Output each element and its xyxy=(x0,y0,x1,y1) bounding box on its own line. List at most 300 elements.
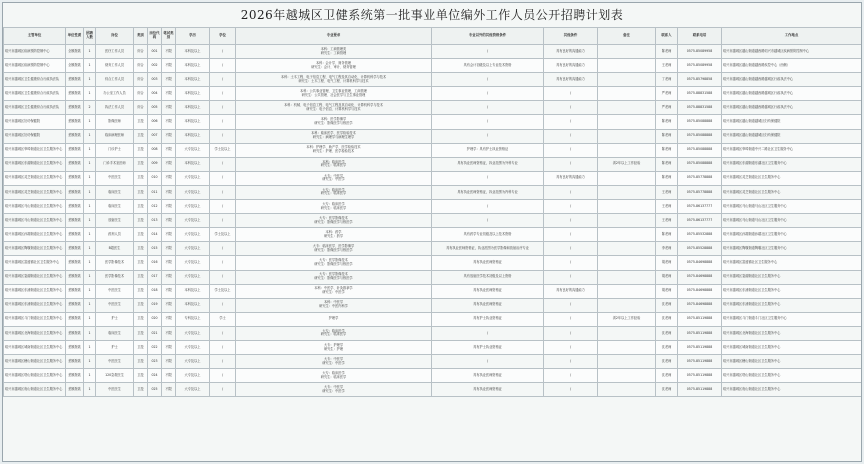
table-cell xyxy=(598,242,656,256)
table-cell: 王老师 xyxy=(656,214,678,228)
table-cell: 本科：临床医学、医学检验技术 研究生：病理学与病理生理学 xyxy=(236,129,432,143)
table-cell: 绍兴市越城区北海街道社区卫生服务中心 xyxy=(4,326,66,340)
table-cell: 陈老师 xyxy=(656,115,678,129)
table-cell: / xyxy=(210,101,236,115)
column-header: 类别 xyxy=(134,28,148,45)
table-cell: 绍兴市越城区妇幼保健院 xyxy=(4,115,66,129)
table-cell: / xyxy=(432,200,544,214)
table-cell: 不限 xyxy=(162,326,176,340)
table-cell: / xyxy=(432,101,544,115)
table-cell: 不限 xyxy=(162,369,176,383)
table-cell: 陈老师 xyxy=(656,157,678,171)
table-cell: 本科及以上 xyxy=(176,87,210,101)
table-cell: / xyxy=(544,101,598,115)
table-cell: 学士及以上 xyxy=(210,284,236,298)
column-header: 笔试类别 xyxy=(162,28,176,45)
table-cell: 绍兴市越城区马山街道社区卫生服务中心 xyxy=(4,200,66,214)
table-cell: 绍兴市越城区妇幼保健院 xyxy=(4,129,66,143)
table-cell: 大专及以上 xyxy=(176,340,210,354)
table-cell: 不限 xyxy=(162,284,176,298)
table-cell: 绍兴市越城区灵芝街道社区卫生服务中心 xyxy=(4,185,66,199)
table-cell: 017 xyxy=(148,270,162,284)
table-cell: 具有执业医师资格证 xyxy=(432,298,544,312)
table-cell: 不限 xyxy=(162,87,176,101)
table-cell: / xyxy=(544,369,598,383)
table-cell: 中医医生 xyxy=(96,284,134,298)
table-cell: 具有执业医师资格证 xyxy=(432,383,544,397)
table-cell: 全额拨款 xyxy=(66,59,84,73)
table-cell: 具有护士执业资格证 xyxy=(432,340,544,354)
table-cell: 0575-85088888 xyxy=(678,157,722,171)
table-cell: 0575-85088888 xyxy=(678,143,722,157)
table-cell: 019 xyxy=(148,298,162,312)
table-cell: 0575-84698888 xyxy=(678,270,722,284)
table-cell: 绍兴市越城区城南街道社区卫生服务中心 xyxy=(722,340,862,354)
table-cell: 胡老师 xyxy=(656,284,678,298)
table-cell: / xyxy=(432,87,544,101)
table-cell: 0575-86137777 xyxy=(678,214,722,228)
table-cell: 本科及以上 xyxy=(176,298,210,312)
table-cell: / xyxy=(544,312,598,326)
table-cell: 具有放射医学技术初级及以上资格 xyxy=(432,270,544,284)
table-cell: 0575-85089958 xyxy=(678,45,722,59)
page-title: 2026年越城区卫健系统第一批事业单位编外工作人员公开招聘计划表 xyxy=(240,8,624,22)
table-cell: 014 xyxy=(148,228,162,242)
table-cell: 022 xyxy=(148,340,162,354)
table-cell: 0575-85088888 xyxy=(678,129,722,143)
table-cell: 绍兴市越城区鉴湖街道社区卫生服务中心 xyxy=(722,270,862,284)
column-header: 学历 xyxy=(176,28,210,45)
table-cell: 1 xyxy=(84,228,96,242)
column-header: 单位性质 xyxy=(66,28,84,45)
table-cell: 1 xyxy=(84,369,96,383)
table-cell: 本科：机械、电子信息工程、电气工程及其自动化、计算机科学与技术 研究生：电子信息、计算机科学与技术 xyxy=(236,101,432,115)
table-header-row xyxy=(4,28,862,45)
table-cell: / xyxy=(544,115,598,129)
table-cell: 0575-85119888 xyxy=(678,340,722,354)
table-cell: 差额拨款 xyxy=(66,228,84,242)
table-cell: 1 xyxy=(84,171,96,185)
table-cell: 绍兴市越城区东湖街道东湖社区卫生服务中心 xyxy=(722,157,862,171)
table-cell: 本科：药学 研究生：药学 xyxy=(236,228,432,242)
table-cell: 卫技 xyxy=(134,143,148,157)
table-cell: 具有执业医师资格证，执业范围为外科专业 xyxy=(432,157,544,171)
table-cell: 本科：临床医学 研究生：临床医学 xyxy=(236,157,432,171)
table-cell: 绍兴市越城区灵芝街道社区卫生服务中心 xyxy=(722,185,862,199)
table-cell: 沈老师 xyxy=(656,355,678,369)
table-cell xyxy=(598,256,656,270)
column-header: 学位 xyxy=(210,28,236,45)
table-cell: 011 xyxy=(148,185,162,199)
table-cell: 卫技 xyxy=(134,369,148,383)
table-cell xyxy=(598,228,656,242)
table-cell: 1 xyxy=(84,214,96,228)
table-cell: / xyxy=(210,115,236,129)
table-cell: / xyxy=(210,59,236,73)
table-cell: 卫技 xyxy=(134,242,148,256)
table-cell: 绍兴市越城区斗门街道斗门社区卫生服务中心 xyxy=(722,312,862,326)
table-row xyxy=(4,326,862,340)
table-cell: B超医生 xyxy=(96,242,134,256)
table-cell: 差额拨款 xyxy=(66,171,84,185)
table-cell: 绍兴市越城区马山街道社区卫生服务中心 xyxy=(4,214,66,228)
table-cell: 差额拨款 xyxy=(66,143,84,157)
table-cell: 120急救医生 xyxy=(96,369,134,383)
table-cell xyxy=(598,171,656,185)
table-cell: 006 xyxy=(148,115,162,129)
table-cell: 具有执业医师资格证 xyxy=(432,256,544,270)
table-cell: 本科：医学影像学 研究生：影像医学与核医学 xyxy=(236,115,432,129)
table-cell: 差额拨款 xyxy=(66,115,84,129)
table-cell: 不限 xyxy=(162,340,176,354)
table-cell: 王老师 xyxy=(656,59,678,73)
table-cell: 绍兴市越城区陶堰街道陶堰社区卫生服务中心 xyxy=(722,242,862,256)
table-cell: 护理学：具有护士执业资格证 xyxy=(432,143,544,157)
table-cell: 具有良好的沟通能力 xyxy=(544,171,598,185)
table-cell: 陈老师 xyxy=(656,143,678,157)
table-cell: 大专：中医学 研究生：中医学 xyxy=(236,355,432,369)
table-cell: 绍兴市越城区皋埠街道社区卫生服务中心 xyxy=(4,143,66,157)
table-cell: / xyxy=(544,242,598,256)
table-cell: 0575-86137777 xyxy=(678,200,722,214)
table-cell: 绍兴市越城区北海街道社区卫生服务中心 xyxy=(722,326,862,340)
table-cell xyxy=(598,369,656,383)
table-cell: 1 xyxy=(84,256,96,270)
table-cell: 不限 xyxy=(162,73,176,87)
table-cell: / xyxy=(432,129,544,143)
recruitment-table xyxy=(3,27,862,397)
table-cell: 0575-85089958 xyxy=(678,59,722,73)
table-cell: 全额拨款 xyxy=(66,45,84,59)
table-cell: 本科及以上 xyxy=(176,284,210,298)
table-cell: 须2年以上工作经验 xyxy=(598,157,656,171)
table-cell: 绍兴市越城区越山街道越西路绍兴市越城区疾病预防控制中心 xyxy=(722,45,862,59)
table-cell: 绍兴市越城区斗门街道社区卫生服务中心 xyxy=(4,312,66,326)
table-cell: 沈老师 xyxy=(656,383,678,397)
table-cell: 临床病理医师 xyxy=(96,129,134,143)
table-cell: / xyxy=(544,87,598,101)
column-header: 岗位 xyxy=(96,28,134,45)
recruitment-sheet xyxy=(2,2,862,462)
column-header: 专业要求 xyxy=(236,28,432,45)
table-row xyxy=(4,115,862,129)
table-cell: 绍兴市越城区马山街道马山社区卫生服务中心 xyxy=(722,214,862,228)
table-cell: 0575-85528888 xyxy=(678,242,722,256)
table-cell: 卫技 xyxy=(134,171,148,185)
table-cell: 大专：护理学 研究生：护理 xyxy=(236,340,432,354)
table-cell: / xyxy=(544,157,598,171)
table-cell: 卫技 xyxy=(134,228,148,242)
table-cell: / xyxy=(544,383,598,397)
column-header: 联系人 xyxy=(656,28,678,45)
table-cell: 具有执业医师资格证，执业范围为内科专业 xyxy=(432,185,544,199)
table-cell: / xyxy=(544,129,598,143)
table-cell: 大专：临床医学、医学影像学 研究生：影像医学与核医学 xyxy=(236,242,432,256)
table-cell: / xyxy=(210,73,236,87)
table-cell: 差额拨款 xyxy=(66,185,84,199)
table-cell: 不限 xyxy=(162,171,176,185)
table-row xyxy=(4,242,862,256)
table-cell: 绍兴市越城区越山街道越西路疾控中心（西侧） xyxy=(722,59,862,73)
table-cell: 具有良好的沟通能力 xyxy=(544,59,598,73)
table-cell: 1 xyxy=(84,340,96,354)
column-header: 招聘人数 xyxy=(84,28,96,45)
table-cell: 025 xyxy=(148,383,162,397)
table-cell: 不限 xyxy=(162,143,176,157)
table-cell xyxy=(598,87,656,101)
table-cell: / xyxy=(432,214,544,228)
table-cell: 本科：土木工程、电子信息工程、电气工程及其自动化、计算机科学与技术 研究生：土木工程、电气工程、计算机科学与技术 xyxy=(236,73,432,87)
table-cell: 大专及以上 xyxy=(176,171,210,185)
table-cell: 不限 xyxy=(162,312,176,326)
table-cell: 具有药学专业初级及以上技术资格 xyxy=(432,228,544,242)
table-cell: 0575-84698888 xyxy=(678,298,722,312)
table-cell: 卫技 xyxy=(134,312,148,326)
table-cell: 卫技 xyxy=(134,256,148,270)
table-cell: 不限 xyxy=(162,270,176,284)
column-header: 备注 xyxy=(598,28,656,45)
table-cell: 绍兴市越城区府山街道社区卫生服务中心 xyxy=(4,383,66,397)
table-row xyxy=(4,73,862,87)
table-row xyxy=(4,214,862,228)
table-cell: / xyxy=(210,256,236,270)
table-cell: 0575-85119888 xyxy=(678,383,722,397)
table-cell: / xyxy=(210,157,236,171)
table-cell: 0575-85778888 xyxy=(678,185,722,199)
table-cell: 004 xyxy=(148,87,162,101)
table-cell: 大专及以上 xyxy=(176,326,210,340)
table-cell: 大专及以上 xyxy=(176,369,210,383)
table-cell xyxy=(598,115,656,129)
table-cell: 1 xyxy=(84,115,96,129)
table-cell: 1 xyxy=(84,157,96,171)
table-cell: 绍兴市越城区东浦街道社区卫生服务中心 xyxy=(4,284,66,298)
table-cell: 不限 xyxy=(162,157,176,171)
table-cell: 陈老师 xyxy=(656,228,678,242)
table-cell: 差额拨款 xyxy=(66,87,84,101)
table-cell xyxy=(598,383,656,397)
table-cell: 绍兴市越城区鉴湖街道社区卫生服务中心 xyxy=(4,270,66,284)
table-cell xyxy=(598,59,656,73)
table-row xyxy=(4,383,862,397)
table-cell: 大专：临床医学 研究生：临床医学 xyxy=(236,200,432,214)
table-cell: 015 xyxy=(148,242,162,256)
table-cell: 沈老师 xyxy=(656,326,678,340)
table-cell: 沈老师 xyxy=(656,312,678,326)
table-cell: 医疗工作人员 xyxy=(96,45,134,59)
table-cell: 不限 xyxy=(162,383,176,397)
table-cell xyxy=(598,284,656,298)
table-cell: / xyxy=(210,242,236,256)
table-cell: 008 xyxy=(148,143,162,157)
table-cell: 0575-85778888 xyxy=(678,171,722,185)
table-row xyxy=(4,256,862,270)
table-cell: 卫技 xyxy=(134,355,148,369)
table-cell: 007 xyxy=(148,129,162,143)
table-cell: 沈老师 xyxy=(656,340,678,354)
table-cell: 010 xyxy=(148,171,162,185)
table-cell: 0575-85119888 xyxy=(678,326,722,340)
table-cell: 1 xyxy=(84,355,96,369)
table-cell: 0575-85119888 xyxy=(678,369,722,383)
table-cell: 综合 xyxy=(134,101,148,115)
table-cell: / xyxy=(432,115,544,129)
table-cell: 具有良好的沟通能力 xyxy=(544,45,598,59)
table-cell xyxy=(598,298,656,312)
table-cell: 不限 xyxy=(162,200,176,214)
table-cell: / xyxy=(544,143,598,157)
table-cell: / xyxy=(210,171,236,185)
table-cell: 临床医生 xyxy=(96,200,134,214)
table-row xyxy=(4,185,862,199)
column-header: 专业以外的其他资格条件 xyxy=(432,28,544,45)
table-cell: 具有执业医师资格证 xyxy=(432,284,544,298)
table-cell: 1 xyxy=(84,326,96,340)
table-cell: 大专：中医学 研究生：中医学 xyxy=(236,383,432,397)
table-cell: 医学影像技术 xyxy=(96,270,134,284)
table-cell: 差额拨款 xyxy=(66,101,84,115)
table-cell: 严老师 xyxy=(656,87,678,101)
table-cell: 差额拨款 xyxy=(66,369,84,383)
table-cell: 大专：医学影像技术 研究生：影像医学与核医学 xyxy=(236,256,432,270)
table-cell: 016 xyxy=(148,256,162,270)
table-cell: 差额拨款 xyxy=(66,340,84,354)
table-cell: 卫技 xyxy=(134,200,148,214)
table-cell: 009 xyxy=(148,157,162,171)
table-cell: 005 xyxy=(148,101,162,115)
table-cell: 013 xyxy=(148,214,162,228)
table-cell: 本科：护理学、助产学、医学检验技术 研究生：护理、医学检验技术 xyxy=(236,143,432,157)
table-cell: 不限 xyxy=(162,355,176,369)
table-cell: / xyxy=(432,73,544,87)
table-cell: 陈老师 xyxy=(656,171,678,185)
table-cell: 021 xyxy=(148,326,162,340)
table-cell: 0575-88831588 xyxy=(678,87,722,101)
table-cell xyxy=(598,129,656,143)
table-cell: 卫技 xyxy=(134,270,148,284)
table-cell: 1 xyxy=(84,242,96,256)
table-cell: 护理学 xyxy=(236,312,432,326)
table-row xyxy=(4,340,862,354)
table-cell: 大专：医学影像技术 研究生：影像医学与核医学 xyxy=(236,270,432,284)
table-row xyxy=(4,355,862,369)
table-cell: 1 xyxy=(84,143,96,157)
table-cell: 大专及以上 xyxy=(176,383,210,397)
table-cell: 大专及以上 xyxy=(176,214,210,228)
column-header: 联系电话 xyxy=(678,28,722,45)
table-cell: 卫技 xyxy=(134,298,148,312)
table-cell: 大专及以上 xyxy=(176,242,210,256)
table-cell: 临床医生 xyxy=(96,185,134,199)
table-cell: 差额拨款 xyxy=(66,312,84,326)
table-cell: 002 xyxy=(148,59,162,73)
table-cell: 药剂人员 xyxy=(96,228,134,242)
table-cell: 沈老师 xyxy=(656,298,678,312)
table-cell: 学士 xyxy=(210,312,236,326)
table-cell: 差额拨款 xyxy=(66,214,84,228)
table-cell: 差额拨款 xyxy=(66,242,84,256)
table-cell: 大专及以上 xyxy=(176,355,210,369)
table-cell xyxy=(598,355,656,369)
table-cell: 具有会计初级及以上专业技术资格 xyxy=(432,59,544,73)
table-cell: 学士及以上 xyxy=(210,143,236,157)
column-header: 其他条件 xyxy=(544,28,598,45)
column-header: 工作地点 xyxy=(722,28,862,45)
table-cell: / xyxy=(210,326,236,340)
table-cell: 绍兴市越城区稽山街道社区卫生服务中心 xyxy=(4,355,66,369)
table-row xyxy=(4,171,862,185)
table-cell: / xyxy=(210,185,236,199)
table-cell: 综合 xyxy=(134,87,148,101)
table-cell: 绍兴市越城区塔山街道社区卫生服务中心 xyxy=(722,369,862,383)
table-cell: 绍兴市越城区疾病预防控制中心 xyxy=(4,45,66,59)
table-cell: 0575-85798858 xyxy=(678,73,722,87)
table-cell: 绍兴市越城区越山街道越城区妇幼保健院 xyxy=(722,115,862,129)
table-cell: 0575-88831588 xyxy=(678,101,722,115)
table-cell: 1 xyxy=(84,87,96,101)
table-cell xyxy=(598,200,656,214)
table-cell: 卫技 xyxy=(134,157,148,171)
table-cell: 本科：中医学、针灸推拿学 研究生：中医学 xyxy=(236,284,432,298)
table-row xyxy=(4,129,862,143)
table-cell xyxy=(598,214,656,228)
table-cell: / xyxy=(210,355,236,369)
table-cell xyxy=(598,326,656,340)
table-cell: 综合工作人员 xyxy=(96,73,134,87)
table-cell: / xyxy=(432,171,544,185)
table-cell: 差额拨款 xyxy=(66,355,84,369)
table-cell: 陈老师 xyxy=(656,129,678,143)
table-cell: 1 xyxy=(84,185,96,199)
table-cell: 差额拨款 xyxy=(66,270,84,284)
table-cell: / xyxy=(544,298,598,312)
table-cell: / xyxy=(210,214,236,228)
table-cell: 大专：临床医学 研究生：临床医学 xyxy=(236,369,432,383)
table-cell: 本科及以上 xyxy=(176,115,210,129)
table-cell: 差额拨款 xyxy=(66,157,84,171)
table-row xyxy=(4,270,862,284)
table-cell: 大专及以上 xyxy=(176,185,210,199)
table-cell: 0575-84698888 xyxy=(678,284,722,298)
table-cell: 综合 xyxy=(134,45,148,59)
table-cell: / xyxy=(544,256,598,270)
table-cell: 护士 xyxy=(96,312,134,326)
table-row xyxy=(4,298,862,312)
table-cell: / xyxy=(544,200,598,214)
table-cell: / xyxy=(432,45,544,59)
table-cell: 本科：工商管理类 研究生：工商管理 xyxy=(236,45,432,59)
table-row xyxy=(4,312,862,326)
table-cell: 003 xyxy=(148,73,162,87)
table-cell: 差额拨款 xyxy=(66,256,84,270)
table-cell: 大专：临床医学 研究生：临床医学 xyxy=(236,185,432,199)
table-cell xyxy=(598,45,656,59)
table-cell: 专科及以上 xyxy=(176,312,210,326)
table-cell: 绍兴市越城区东湖街道社区卫生服务中心 xyxy=(4,157,66,171)
table-cell: 丁老师 xyxy=(656,73,678,87)
table-cell: 1 xyxy=(84,383,96,397)
table-cell: 差额拨款 xyxy=(66,298,84,312)
table-cell: 具有护士执业资格证 xyxy=(432,312,544,326)
table-cell: 1 xyxy=(84,270,96,284)
table-cell: 具有良好的沟通能力 xyxy=(544,73,598,87)
table-cell: 差额拨款 xyxy=(66,129,84,143)
table-cell: 1 xyxy=(84,298,96,312)
table-cell: 012 xyxy=(148,200,162,214)
table-cell: 影像医师 xyxy=(96,115,134,129)
table-cell: 卫技 xyxy=(134,340,148,354)
table-cell: 学士及以上 xyxy=(210,228,236,242)
